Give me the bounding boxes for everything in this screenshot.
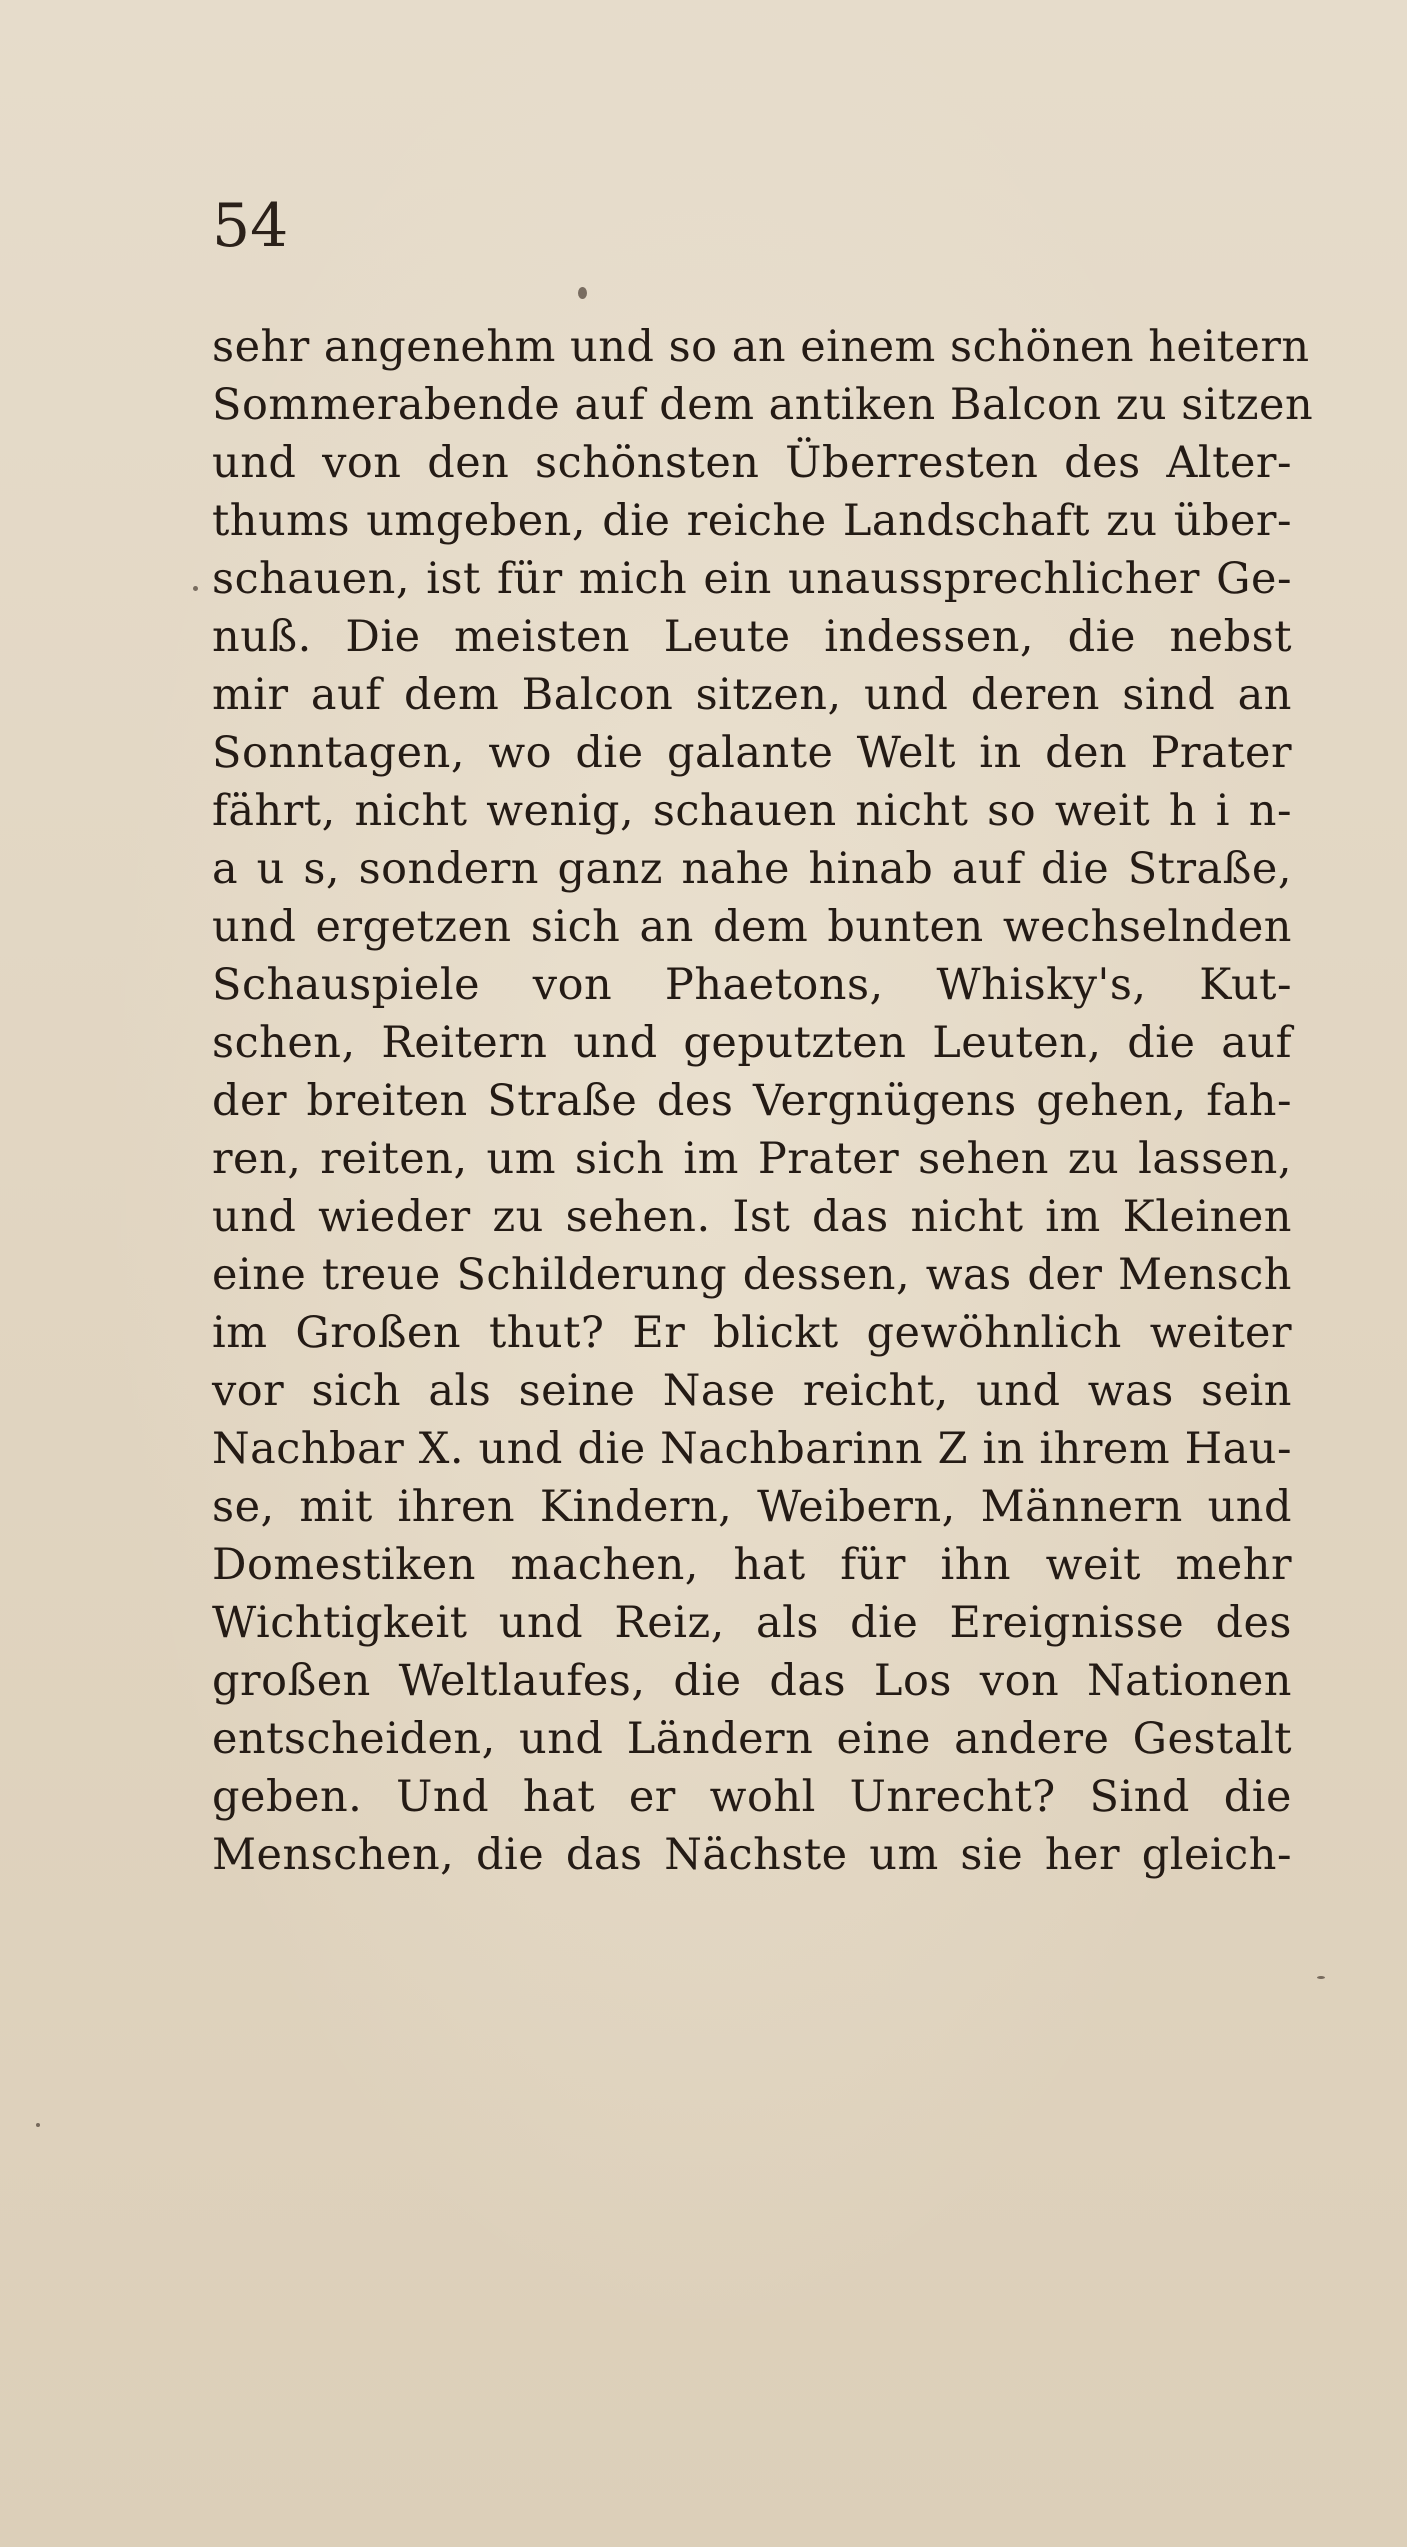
text-line: thums umgeben, die reiche Landschaft zu über- <box>212 496 1292 546</box>
text-line: großen Weltlaufes, die das Los von Nationen <box>212 1656 1292 1706</box>
ink-speck <box>578 287 587 299</box>
text-line: a u s, sondern ganz nahe hinab auf die Straße, <box>212 844 1292 894</box>
text-line: Sonntagen, wo die galante Welt in den Prater <box>212 728 1292 778</box>
text-line: Wichtigkeit und Reiz, als die Ereignisse des <box>212 1598 1292 1648</box>
text-line: und wieder zu sehen. Ist das nicht im Kleinen <box>212 1192 1292 1242</box>
ink-speck <box>193 586 198 591</box>
body-text <box>212 318 1314 1884</box>
text-line: Schauspiele von Phaetons, Whisky's, Kut- <box>212 960 1292 1010</box>
ink-speck <box>1317 1976 1325 1979</box>
text-line: und von den schönsten Überresten des Alter- <box>212 438 1292 488</box>
text-line: Sommerabende auf dem antiken Balcon zu sitzen <box>212 380 1314 430</box>
text-line: schauen, ist für mich ein unaussprechlicher Ge- <box>212 554 1292 604</box>
page-number: 54 <box>212 191 289 261</box>
text-line: eine treue Schilderung dessen, was der Mensch <box>212 1250 1292 1300</box>
text-line: geben. Und hat er wohl Unrecht? Sind die <box>212 1772 1292 1822</box>
text-line: entscheiden, und Ländern eine andere Gestalt <box>212 1714 1292 1764</box>
text-line: ren, reiten, um sich im Prater sehen zu lassen, <box>212 1134 1292 1184</box>
text-line: mir auf dem Balcon sitzen, und deren sind an <box>212 670 1292 720</box>
text-line: se, mit ihren Kindern, Weibern, Männern und <box>212 1482 1292 1532</box>
text-line: im Großen thut? Er blickt gewöhnlich weiter <box>212 1308 1292 1358</box>
text-line: Menschen, die das Nächste um sie her gleich- <box>212 1830 1292 1880</box>
text-line: nuß. Die meisten Leute indessen, die nebst <box>212 612 1292 662</box>
text-line: schen, Reitern und geputzten Leuten, die auf <box>212 1018 1292 1068</box>
text-line: vor sich als seine Nase reicht, und was sein <box>212 1366 1292 1416</box>
text-line: sehr angenehm und so an einem schönen heitern <box>212 322 1310 372</box>
text-line: fährt, nicht wenig, schauen nicht so weit h i n- <box>212 786 1292 836</box>
text-line: und ergetzen sich an dem bunten wechselnden <box>212 902 1292 952</box>
text-line: der breiten Straße des Vergnügens gehen, fah- <box>212 1076 1292 1126</box>
text-line: Nachbar X. und die Nachbarinn Z in ihrem Hau- <box>212 1424 1292 1474</box>
ink-speck <box>36 2123 40 2127</box>
text-line: Domestiken machen, hat für ihn weit mehr <box>212 1540 1292 1590</box>
